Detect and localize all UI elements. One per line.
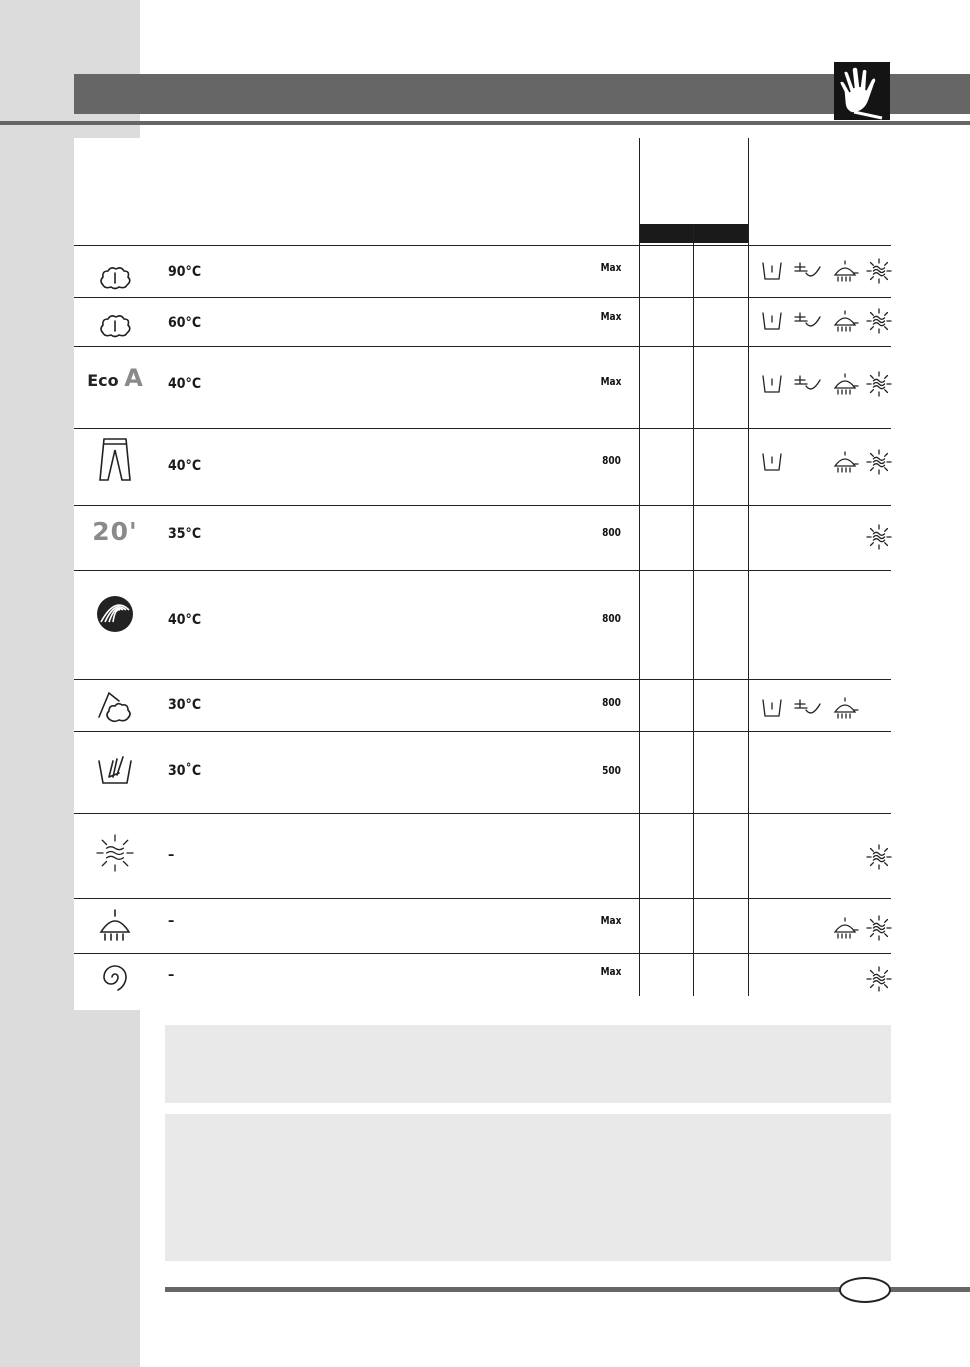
temperature-cell: – bbox=[168, 913, 175, 929]
rinse-icon bbox=[831, 307, 861, 335]
temperature-cell: 60°C bbox=[168, 315, 202, 331]
table-row bbox=[74, 570, 891, 679]
spin-speed-cell: Max bbox=[600, 261, 621, 274]
spin-speed-cell: 800 bbox=[602, 526, 621, 539]
column-header-tab bbox=[640, 224, 693, 243]
rinse-only-icon bbox=[74, 906, 156, 946]
eco-a-label: Eco A bbox=[87, 364, 143, 392]
table-row bbox=[74, 346, 891, 428]
temperature-cell: 90°C bbox=[168, 264, 202, 280]
phase-icons bbox=[754, 257, 891, 285]
prewash-icon bbox=[758, 448, 788, 476]
cotton-icon bbox=[74, 307, 156, 347]
spin-speed-cell: Max bbox=[600, 914, 621, 927]
header-rule bbox=[0, 121, 970, 125]
temperature-cell: 35°C bbox=[168, 526, 202, 542]
prewash-icon bbox=[758, 307, 788, 335]
table-row bbox=[74, 428, 891, 505]
column-header-tab bbox=[694, 224, 748, 243]
rinse-icon bbox=[831, 370, 861, 398]
table-row bbox=[74, 813, 891, 898]
wash-icon bbox=[792, 257, 822, 285]
phase-icons bbox=[754, 448, 891, 476]
temperature-cell: – bbox=[168, 847, 175, 863]
table-row bbox=[74, 505, 891, 570]
note-box bbox=[165, 1025, 891, 1103]
programme-table bbox=[74, 138, 891, 1010]
wool-icon bbox=[74, 592, 156, 636]
prewash-icon bbox=[758, 694, 788, 722]
table-row bbox=[74, 953, 891, 996]
phase-icons bbox=[754, 843, 891, 871]
spin-speed-cell: Max bbox=[600, 965, 621, 978]
note-box bbox=[165, 1114, 891, 1261]
spin-icon bbox=[864, 448, 894, 476]
phase-icons bbox=[754, 307, 891, 335]
temperature-cell: 40°C bbox=[168, 458, 202, 474]
temperature-cell: 30˚C bbox=[168, 763, 202, 779]
handwash-icon bbox=[74, 749, 156, 789]
spin-speed-cell: Max bbox=[600, 310, 621, 323]
table-row bbox=[74, 731, 891, 813]
spin-icon bbox=[864, 914, 894, 942]
cotton-icon bbox=[74, 259, 156, 299]
table-row bbox=[74, 898, 891, 953]
rinse-icon bbox=[831, 914, 861, 942]
table-row bbox=[74, 679, 891, 731]
spin-icon bbox=[864, 257, 894, 285]
temperature-cell: 40°C bbox=[168, 612, 202, 628]
spin-speed-cell: 500 bbox=[602, 764, 621, 777]
spin-speed-cell: Max bbox=[600, 375, 621, 388]
spin-icon bbox=[864, 843, 894, 871]
quick-20-label: 20' bbox=[92, 517, 138, 546]
prewash-icon bbox=[758, 370, 788, 398]
phase-icons bbox=[754, 523, 891, 551]
phase-icons bbox=[754, 914, 891, 942]
wash-icon bbox=[792, 694, 822, 722]
drain-icon bbox=[74, 957, 156, 997]
spin-speed-cell: 800 bbox=[602, 612, 621, 625]
phase-icons bbox=[754, 570, 891, 598]
page-number-oval bbox=[839, 1277, 891, 1303]
prewash-icon bbox=[758, 257, 788, 285]
table-row bbox=[74, 297, 891, 346]
hand-icon bbox=[834, 62, 890, 120]
rinse-icon bbox=[831, 257, 861, 285]
phase-icons bbox=[754, 370, 891, 398]
phase-icons bbox=[754, 731, 891, 759]
spin-speed-cell: 800 bbox=[602, 696, 621, 709]
wash-icon bbox=[792, 370, 822, 398]
jeans-icon bbox=[74, 436, 156, 484]
phase-icons bbox=[754, 694, 891, 722]
table-row bbox=[74, 245, 891, 297]
temperature-cell: – bbox=[168, 967, 175, 983]
spin-icon bbox=[864, 523, 894, 551]
synthetic-icon bbox=[74, 687, 156, 727]
phase-icons bbox=[754, 965, 891, 993]
spin-speed-cell: 800 bbox=[602, 454, 621, 467]
spin-icon bbox=[864, 307, 894, 335]
spin-icon bbox=[864, 370, 894, 398]
spin-icon bbox=[864, 965, 894, 993]
spin-only-icon bbox=[74, 833, 156, 873]
temperature-cell: 40°C bbox=[168, 376, 202, 392]
rinse-icon bbox=[831, 694, 861, 722]
rinse-icon bbox=[831, 448, 861, 476]
temperature-cell: 30°C bbox=[168, 697, 202, 713]
wash-icon bbox=[792, 307, 822, 335]
